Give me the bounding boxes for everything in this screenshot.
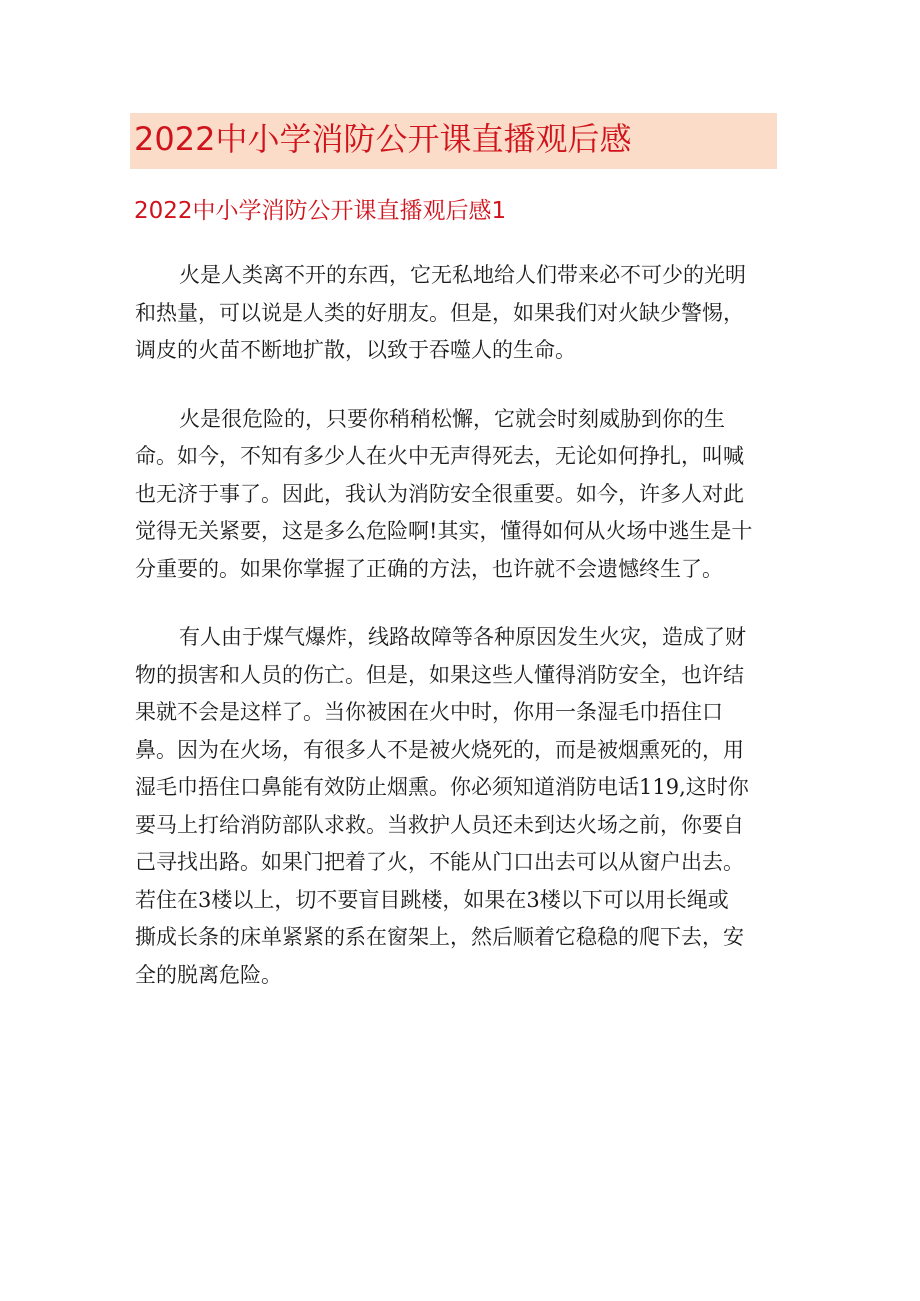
paragraph-line: 有人由于煤气爆炸，线路故障等各种原因发生火灾，造成了财 bbox=[179, 625, 746, 649]
document-body bbox=[135, 257, 775, 1025]
paragraph-line: 分重要的。如果你掌握了正确的方法，也许就不会遗憾终生了。 bbox=[135, 556, 723, 581]
paragraph-3 bbox=[135, 619, 775, 994]
paragraph-line: 物的损害和人员的伤亡。但是，如果这些人懂得消防安全，也许结 bbox=[135, 662, 744, 687]
paragraph-line: 火是很危险的，只要你稍稍松懈，它就会时刻威胁到你的生 bbox=[179, 406, 725, 431]
paragraph-line: 命。如今，不知有多少人在火中无声得死去，无论如何挣扎，叫喊 bbox=[135, 444, 744, 468]
paragraph-line: 撕成长条的床单紧紧的系在窗架上，然后顺着它稳稳的爬下去，安 bbox=[135, 925, 744, 949]
section-heading: 2022中小学消防公开课直播观后感1 bbox=[134, 198, 507, 224]
paragraph-line: 若住在3楼以上，切不要盲目跳楼，如果在3楼以下可以用长绳或 bbox=[135, 887, 729, 912]
paragraph-line: 要马上打给消防部队求救。当救护人员还未到达火场之前，你要自 bbox=[135, 812, 744, 837]
paragraph-line: 觉得无关紧要，这是多么危险啊!其实，懂得如何从火场中逃生是十 bbox=[135, 519, 753, 543]
paragraph-line: 和热量，可以说是人类的好朋友。但是，如果我们对火缺少警惕， bbox=[135, 300, 744, 325]
paragraph-1 bbox=[135, 257, 775, 370]
paragraph-line: 果就不会是这样了。当你被困在火中时，你用一条湿毛巾捂住口 bbox=[135, 700, 723, 724]
paragraph-line: 己寻找出路。如果门把着了火，不能从门口出去可以从窗户出去。 bbox=[135, 850, 744, 874]
paragraph-line: 火是人类离不开的东西，它无私地给人们带来必不可少的光明 bbox=[179, 263, 746, 287]
paragraph-line: 全的脱离危险。 bbox=[135, 962, 282, 987]
paragraph-line: 调皮的火苗不断地扩散，以致于吞噬人的生命。 bbox=[135, 338, 576, 362]
paragraph-line: 湿毛巾捂住口鼻能有效防止烟熏。你必须知道消防电话119,这时你 bbox=[135, 775, 749, 799]
paragraph-line: 鼻。因为在火场，有很多人不是被火烧死的，而是被烟熏死的，用 bbox=[135, 737, 744, 762]
document-title: 2022中小学消防公开课直播观后感 bbox=[134, 120, 632, 158]
paragraph-line: 也无济于事了。因此，我认为消防安全很重要。如今，许多人对此 bbox=[135, 481, 744, 506]
paragraph-2 bbox=[135, 401, 775, 589]
